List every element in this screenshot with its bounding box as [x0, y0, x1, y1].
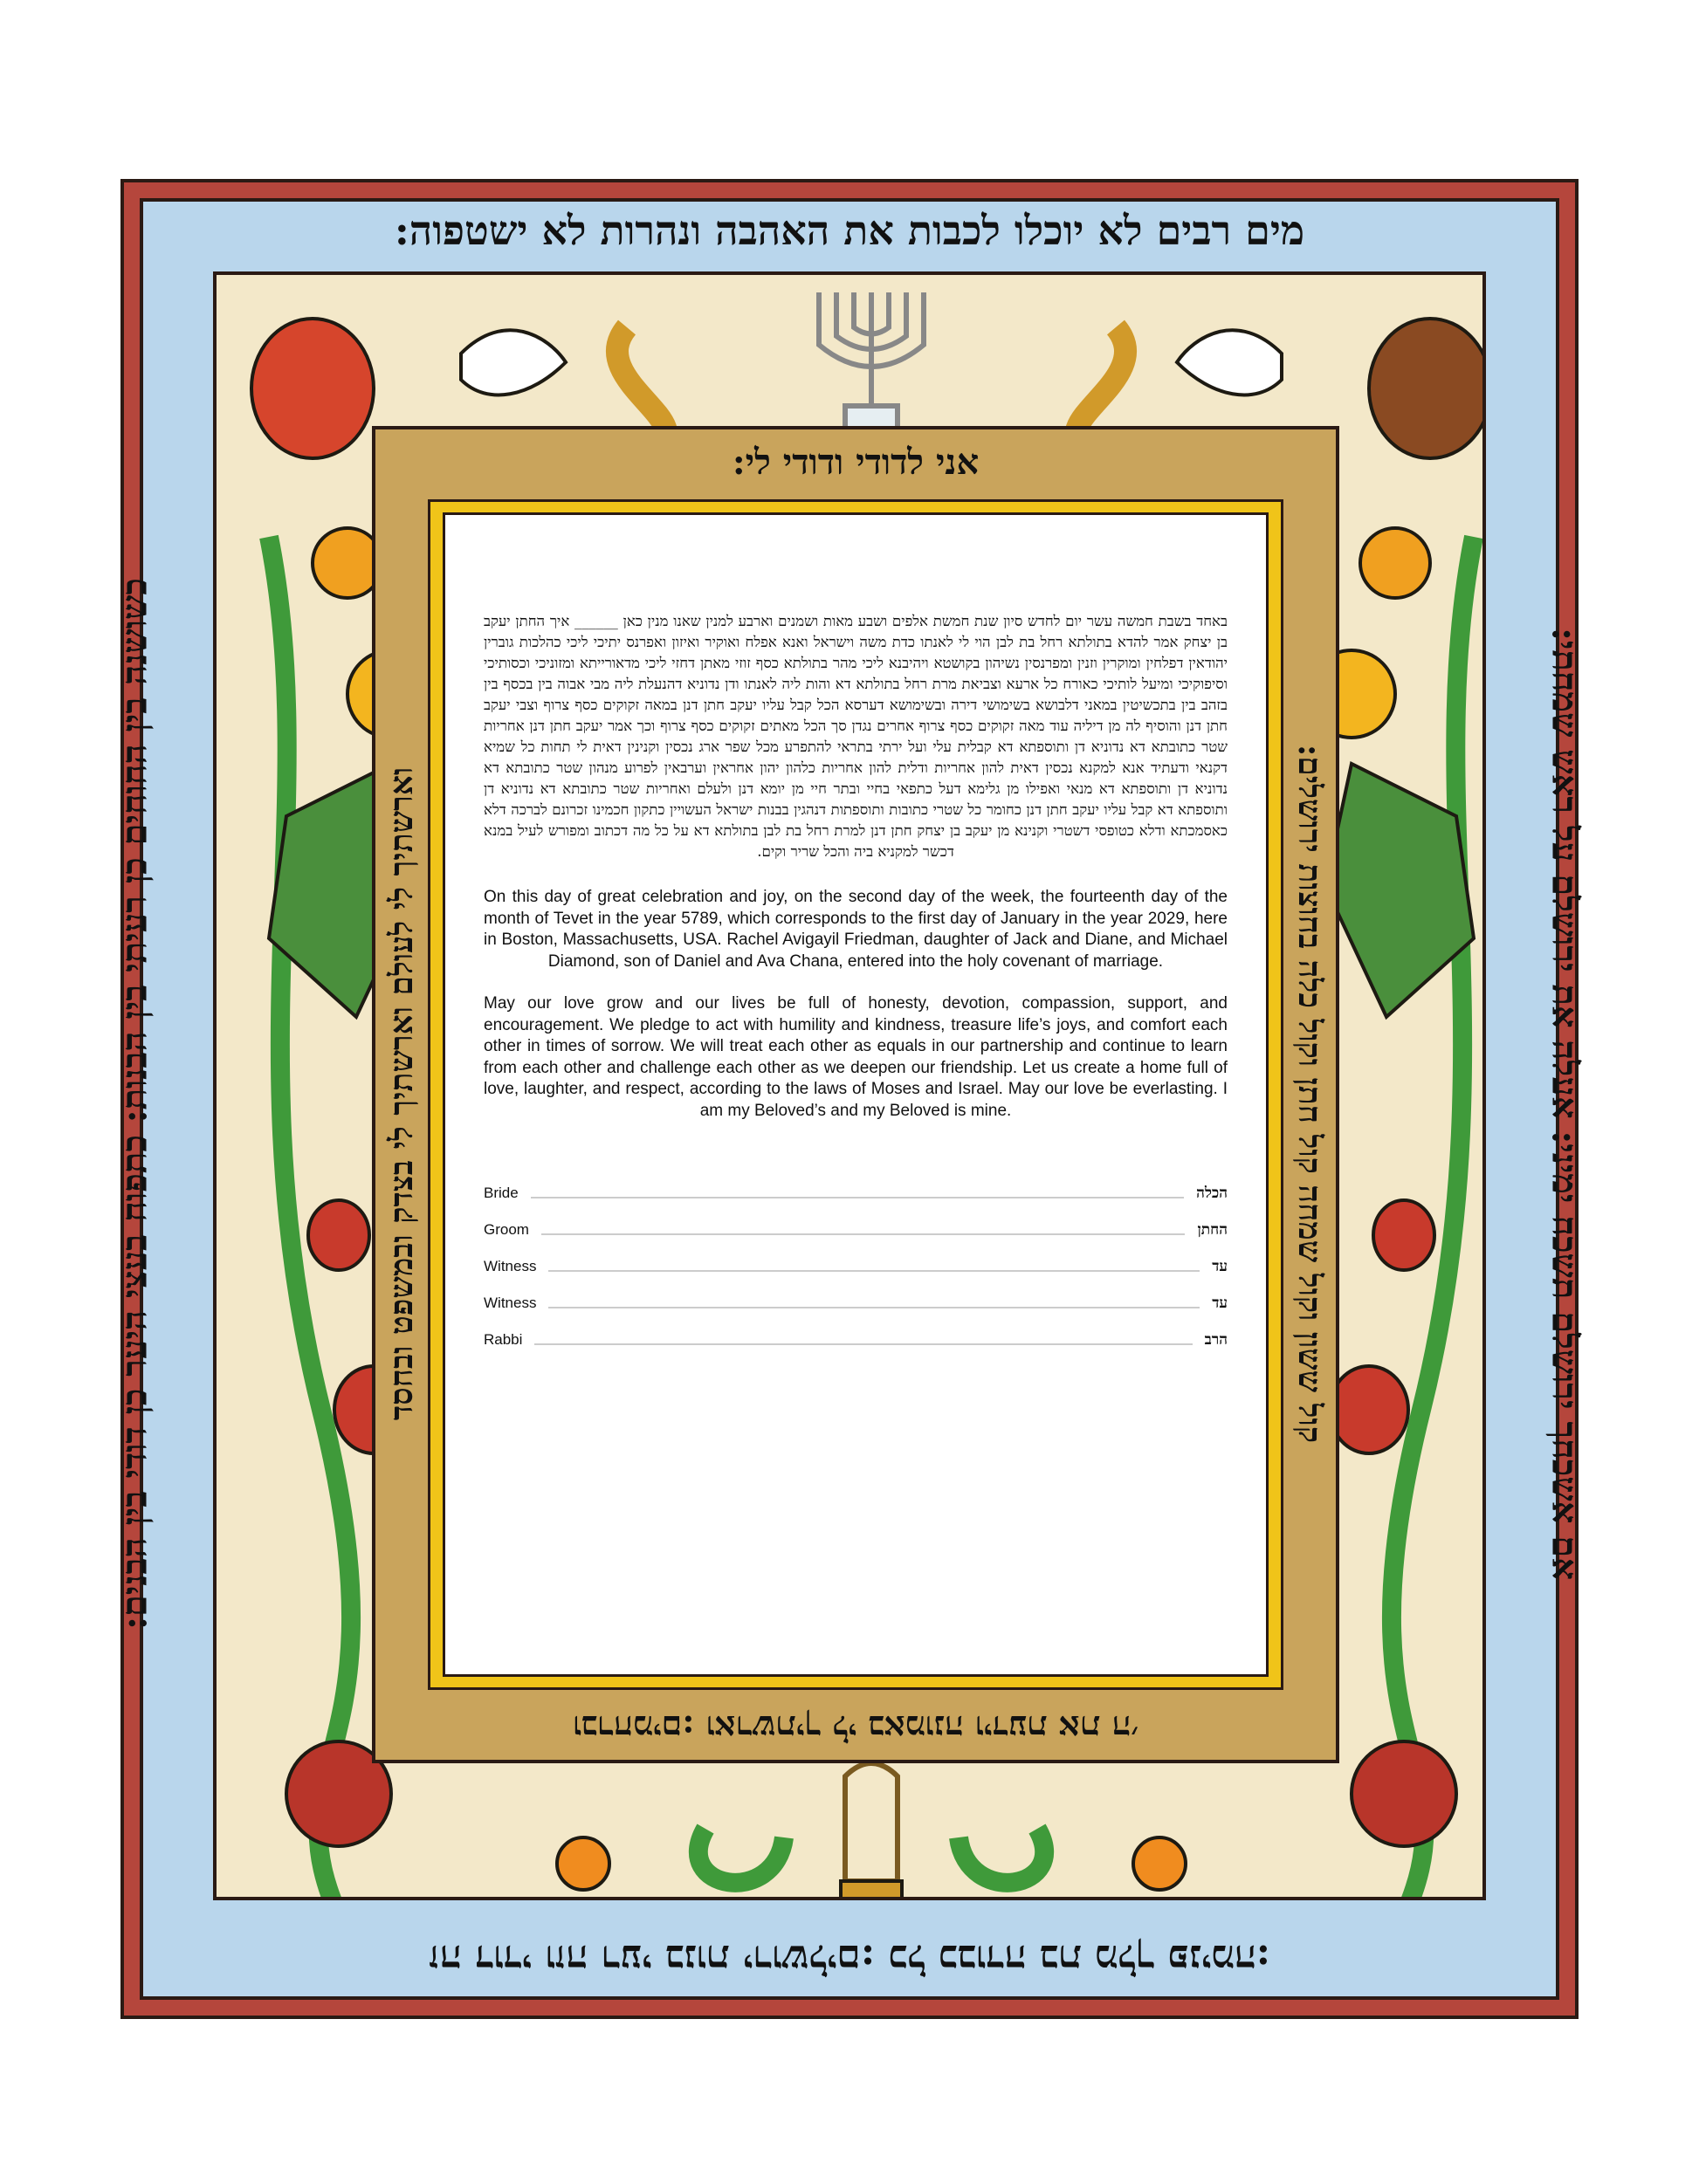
pomegranate-icon — [1369, 319, 1486, 458]
signature-label-hebrew: הכלה — [1196, 1185, 1228, 1202]
signature-line-groom[interactable] — [484, 1202, 1228, 1239]
signature-label-hebrew: הרב — [1204, 1331, 1228, 1349]
signature-label: Rabbi — [484, 1331, 523, 1348]
outer-top-verse: מים רבים לא יוכלו לכבות את האהבה ונהרות לא ישטפוה: — [394, 207, 1305, 254]
ketubah-content — [484, 611, 1228, 1349]
outer-right-verse: אם אשכחך ירושלם תשכח ימיני: אעלה את ירושלם על ראש שמחתי: — [1544, 628, 1586, 1580]
inner-top-verse: אני לדודי ודודי לי: — [732, 442, 980, 483]
outer-bottom-verse: זה דודי וזה רעי בנות ירושלים: כל כבודה בת מלך פנימה: — [429, 1936, 1271, 1981]
yellow-dotted-border — [428, 499, 1283, 1690]
inner-bottom-verse: וברחמים: וארשתיך לי באמונה וידעת את ה׳ — [572, 1708, 1139, 1748]
signature-label: Groom — [484, 1221, 529, 1238]
inner-right-verse: קול ששון וקול שמחה קול חתן וקול כלה בחוצות ירושלים: — [1291, 744, 1328, 1443]
flower-icon — [1133, 1837, 1186, 1890]
signature-label: Bride — [484, 1185, 519, 1201]
signature-block — [484, 1165, 1228, 1349]
flower-icon — [1352, 1741, 1456, 1846]
signature-label: Witness — [484, 1258, 537, 1274]
text-panel — [443, 512, 1269, 1677]
pomegranate-icon — [1330, 1366, 1408, 1453]
harp-icon — [841, 1763, 902, 1900]
pomegranate-icon — [1373, 1200, 1434, 1270]
flower-icon — [1360, 528, 1430, 598]
signature-line-witness-1[interactable] — [484, 1239, 1228, 1275]
signature-label-hebrew: עד — [1212, 1295, 1228, 1312]
menorah-icon — [819, 292, 924, 441]
signature-label-hebrew: החתן — [1197, 1221, 1228, 1239]
signature-label-hebrew: עד — [1212, 1258, 1228, 1275]
inner-gold-frame — [372, 426, 1339, 1763]
dove-icon — [1177, 330, 1282, 395]
english-paragraph-1: On this day of great celebration and joy, on the second day of the week, the fourteenth day of the month of Tevet in the year 5789, which corresponds to the first day of January in the year 2029, here in Boston, Massachusetts, USA. Rachel Avigayil Friedman, daughter of Jack and Diane, and Michael Diamond, son of Daniel and Ava Chana, entered into the holy covenant of marriage. — [484, 888, 1228, 971]
signature-line-bride[interactable] — [484, 1165, 1228, 1202]
pomegranate-icon — [251, 319, 374, 458]
dove-icon — [461, 330, 566, 395]
aramaic-ketubah-text: באחד בשבת חמשה עשר יום לחדש סיון שנת חמשת אלפים ושבע מאות ושמנים וארבע למנין שאנו מנין כאן ______ איך החתן יעקב בן יצחק אמר להדא בתולתא רחל בת לבן הוי לי לאנתו כדת משה וישראל ואנא אפלח ואוקיר ואיזון ואפרנס יתיכי ליכי כהלכות גוברין יהודאין דפלחין ומוקרין וזנין ומפרנסין נשיהון בקושטא ויהיבנא ליכי מהר בתולתא כסף זוזי מאתן דחזי ליכי מדאורייתא ומזוניכי וכסותיכי וסיפוקיכי ומיעל לותיכי כאורח כל ארעא וצביאת מרת רחל בתולתא דא והות ליה לאנתו ודן נדוניא דהנעלת ליה מבי אבוה בין בכסף בין בזהב בין בתכשיטין במאני דלבושא בשימושי דירה ובשימושא דערסא הכל קבל עליו יעקב חתן דנן במאה זקוקים כסף צרוף וצבי יעקב חתן דנן והוסיף לה מן דיליה עוד מאה זקוקים כסף צרוף אחרים נגדן סך הכל מאתים זקוקים כסף צרוף וכך אמר יעקב חתן דנן אחריות שטר כתובתא דא נדוניא דן ותוספתא דא קבלית עלי ועל ירתי בתראי להתפרע מכל שפר ארג נכסין וקנינין דאית לי תחות כל שמיא דקנאי ודעתיד אנא למקנא נכסין דאית להון אחריות ודלית להון אחריות כלהון יהון אחראין וערבאין לפרוע מנהון שטר כתובתא דא נדוניא דן ותוספתא דא מנאי ואפילו מן גלימא דעל כתפאי בחיי ובתר חיי מן יומא דנן ולעלם ואחריות שטר כתובתא דא נדוניא דן ותוספתא דא קבל עליו יעקב חתן דנן כחומר כל שטרי כתובות ותוספתות דנהגין בבנות ישראל העשויין כתקון חכמינו זכרונם לברכה דלא כאסמכתא ודלא כטופסי דשטרי וקנינא מן יעקב בן יצחק חתן דנן למרת רחל בת לבן בתולתא דא על כל מה דכתוב ומפורש לעיל במנא דכשר למקניא ביה והכל שריר וקים. — [484, 613, 1228, 860]
english-text — [484, 887, 1228, 1122]
flower-icon — [557, 1837, 609, 1890]
english-paragraph-2: May our love grow and our lives be full of honesty, devotion, compassion, support, and encouragement. We pledge to act with humility and kindness, treasure life’s joys, and comfort each other in times of sorrow. We will treat each other as equals in our partnership and continue to learn from each other and challenge each other as we deepen our friendship. Let us create a home full of love, laughter, and respect, according to the laws of Moses and Israel. May our love be everlasting. I am my Beloved’s and my Beloved is mine. — [484, 994, 1228, 1120]
signature-line-rabbi[interactable] — [484, 1312, 1228, 1349]
pomegranate-icon — [308, 1200, 369, 1270]
signature-label: Witness — [484, 1295, 537, 1311]
inner-left-verse: וארשתיך לי לעולם וארשתיך לי בצדק ובמשפט ובחסד — [383, 766, 420, 1421]
outer-left-verse: כשושנה בין החוחים כן רעיתי בין הבנות: כתפוח בעצי היער כן דודי בין הבנים: — [113, 578, 155, 1630]
signature-line-witness-2[interactable] — [484, 1275, 1228, 1312]
